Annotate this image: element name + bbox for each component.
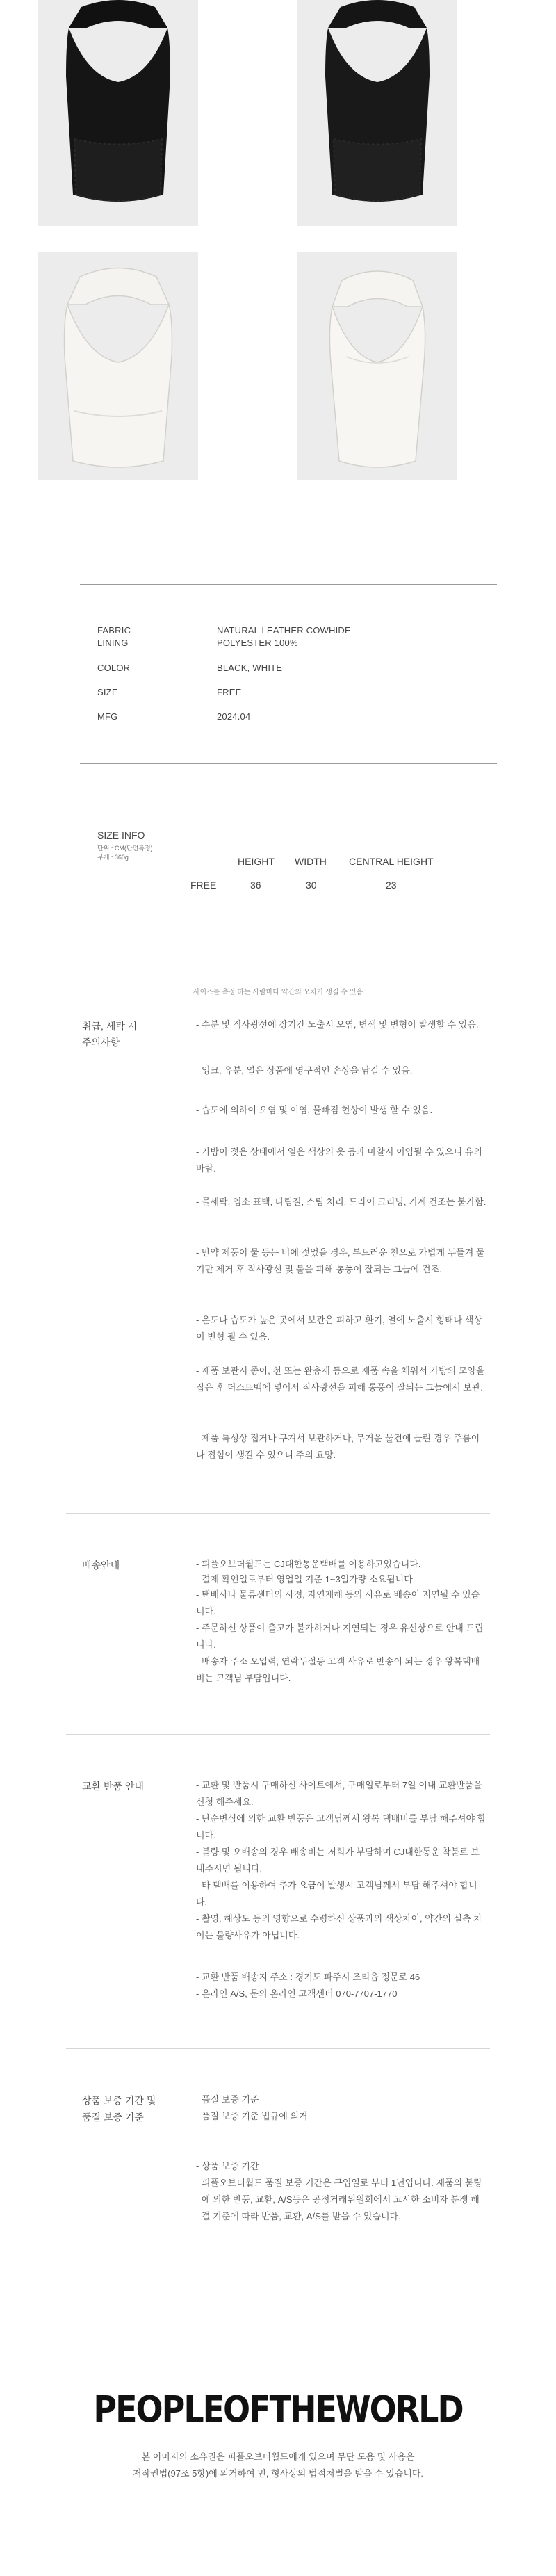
- care-item-6: - 만약 제품이 물 등는 비에 젖었을 경우, 부드러운 천으로 가볍게 두들겨 물기만 제거 후 직사광선 및 불을 피해 통풍이 잘되는 그늘에 건조.: [196, 1247, 485, 1274]
- product-photo-white-front: [38, 252, 198, 480]
- product-photo-white-back: [297, 252, 457, 480]
- size-value-height: 36: [250, 880, 261, 891]
- specs-bottom-divider: [80, 763, 497, 764]
- size-info-note: 사이즈를 측정 하는 사람마다 약간의 오차가 생길 수 있음: [193, 989, 363, 996]
- shipping-item-3: - 택배사나 물류센터의 사정, 자연재해 등의 사유로 배송이 지연될 수 있습니다.: [196, 1589, 480, 1617]
- brand-logo: PEOPLEOFTHEWORLD: [93, 2387, 463, 2431]
- shipping-bottom-divider: [66, 1734, 490, 1735]
- white-bag-back-illustration: [297, 252, 457, 480]
- care-item-7: - 온도나 습도가 높은 곳에서 보관은 피하고 환기, 열에 노출시 형태나 색상이 변형 될 수 있음.: [196, 1315, 482, 1342]
- warranty-title-line1: 상품 보증 기간 및: [82, 2095, 156, 2106]
- exchange-item-1: - 교환 및 반품시 구매하신 사이트에서, 구매일로부터 7일 이내 교환반품을 신청 해주세요.: [196, 1780, 482, 1807]
- spec-value-color: BLACK, WHITE: [217, 663, 283, 673]
- spec-label-color: COLOR: [97, 663, 131, 673]
- care-bottom-divider: [66, 1513, 490, 1514]
- exchange-item-2: - 단순변심에 의한 교환 반품은 고객님께서 왕복 택배비를 부담 해주셔야 합니다.: [196, 1813, 486, 1840]
- warranty-item1-line1: - 품질 보증 기준: [196, 2094, 259, 2105]
- shipping-item-1: - 피플오브더월드는 CJ대한통운택배를 이용하고있습니다.: [196, 1559, 421, 1569]
- shipping-item-4: - 주문하신 상품이 출고가 불가하거나 지연되는 경우 유선상으로 안내 드립니다.: [196, 1623, 484, 1650]
- size-info-unit: 단위 : CM(단면측정): [97, 845, 153, 852]
- shipping-item-2: - 결제 확인일로부터 영업일 기준 1~3일가량 소요됩니다.: [196, 1574, 416, 1585]
- spec-label-lining: LINING: [97, 638, 129, 648]
- care-item-8: - 제품 보관시 종이, 천 또는 완충재 등으로 제품 속을 채워서 가방의 모양을 잡은 후 더스트백에 넣어서 직사광선을 피해 통풍이 잘되는 그늘에서 보관.: [196, 1366, 485, 1393]
- shipping-title: 배송안내: [82, 1560, 120, 1571]
- shipping-item-5: - 배송자 주소 오입력, 연락두절등 고객 사유로 반송이 되는 경우 왕복택배비는 고객님 부담입니다.: [196, 1656, 480, 1683]
- warranty-item1-line2: 품질 보증 기준 법규에 의거: [202, 2111, 308, 2121]
- size-row-label: FREE: [190, 880, 217, 891]
- spec-label-mfg: MFG: [97, 711, 118, 722]
- exchange-item-5: - 촬영, 해상도 등의 영향으로 수령하신 상품과의 색상차이, 약간의 실측 차이는 불량사유가 아닙니다.: [196, 1913, 482, 1941]
- care-item-1: - 수분 및 직사광선에 장기간 노출시 오염, 변색 및 변형이 발생할 수 있음.: [196, 1019, 479, 1030]
- spec-label-size: SIZE: [97, 687, 118, 697]
- black-bag-back-illustration: [297, 0, 457, 226]
- size-value-central-height: 23: [386, 880, 397, 891]
- care-item-4: - 가방이 젖은 상태에서 옅은 색상의 옷 등과 마찰시 이염될 수 있으니 유의 바람.: [196, 1147, 482, 1174]
- care-item-5: - 물세탁, 염소 표백, 다림질, 스팀 처리, 드라이 크리닝, 기계 건조는 불가함.: [196, 1197, 486, 1207]
- exchange-title: 교환 반품 안내: [82, 1781, 144, 1792]
- care-title-line1: 취급, 세탁 시: [82, 1021, 138, 1032]
- product-photo-black-front: [38, 0, 198, 226]
- size-value-width: 30: [306, 880, 317, 891]
- spec-value-mfg: 2024.04: [217, 711, 251, 722]
- size-info-title: SIZE INFO: [97, 829, 145, 841]
- warranty-title-line2: 품질 보증 기준: [82, 2112, 144, 2123]
- product-photo-black-back: [297, 0, 457, 226]
- size-info-weight: 무게 : 360g: [97, 854, 129, 861]
- size-header-height: HEIGHT: [238, 856, 275, 867]
- white-bag-front-illustration: [38, 252, 198, 480]
- warranty-item2-line1: - 상품 보증 기간: [196, 2161, 259, 2171]
- exchange-contact: - 온라인 A/S, 문의 온라인 고객센터 070-7707-1770: [196, 1988, 398, 1999]
- spec-value-fabric: NATURAL LEATHER COWHIDE: [217, 625, 351, 635]
- exchange-item-4: - 타 택배를 이용하여 추가 요금이 발생시 고객님께서 부담 해주셔야 합니다.: [196, 1880, 477, 1907]
- specs-top-divider: [80, 584, 497, 585]
- size-header-central-height: CENTRAL HEIGHT: [349, 856, 434, 867]
- spec-value-lining: POLYESTER 100%: [217, 638, 298, 648]
- size-header-width: WIDTH: [295, 856, 327, 867]
- footer-notice-line1: 본 이미지의 소유권은 피플오브더월드에게 있으며 무단 도용 및 사용은: [141, 2452, 415, 2462]
- care-item-3: - 습도에 의하여 오염 및 이염, 물빠짐 현상이 발생 할 수 있음.: [196, 1105, 433, 1115]
- care-item-2: - 잉크, 유분, 열은 상품에 영구적인 손상을 남길 수 있음.: [196, 1065, 413, 1076]
- exchange-item-3: - 불량 및 오배송의 경우 배송비는 저희가 부담하며 CJ대한통운 착불로 보내주시면 됩니다.: [196, 1847, 480, 1874]
- care-item-9: - 제품 특성상 접거나 구겨서 보관하거나, 무거운 물건에 눌린 경우 주름이나 접힘이 생길 수 있으니 주의 요망.: [196, 1433, 480, 1460]
- care-title-line2: 주의사항: [82, 1037, 120, 1048]
- spec-value-size: FREE: [217, 687, 242, 697]
- footer-notice-line2: 저작권법(97조 5항)에 의거하여 민, 형사상의 법적처벌을 받을 수 있습니다.: [132, 2468, 424, 2479]
- black-bag-front-illustration: [38, 0, 198, 226]
- spec-label-fabric: FABRIC: [97, 625, 131, 635]
- exchange-address: - 교환 반품 배송지 주소 : 경기도 파주시 조리읍 정문로 46: [196, 1972, 420, 1982]
- exchange-bottom-divider: [66, 2048, 490, 2049]
- warranty-item2-body: 피플오브더월드 품질 보증 기간은 구입일로 부터 1년입니다. 제품의 불량에 의한 반품, 교환, A/S등은 공정거래위원회에서 고시한 소비자 분쟁 해결 기준에 따라 반품, 교환, A/S를 받을 수 있습니다.: [202, 2178, 482, 2221]
